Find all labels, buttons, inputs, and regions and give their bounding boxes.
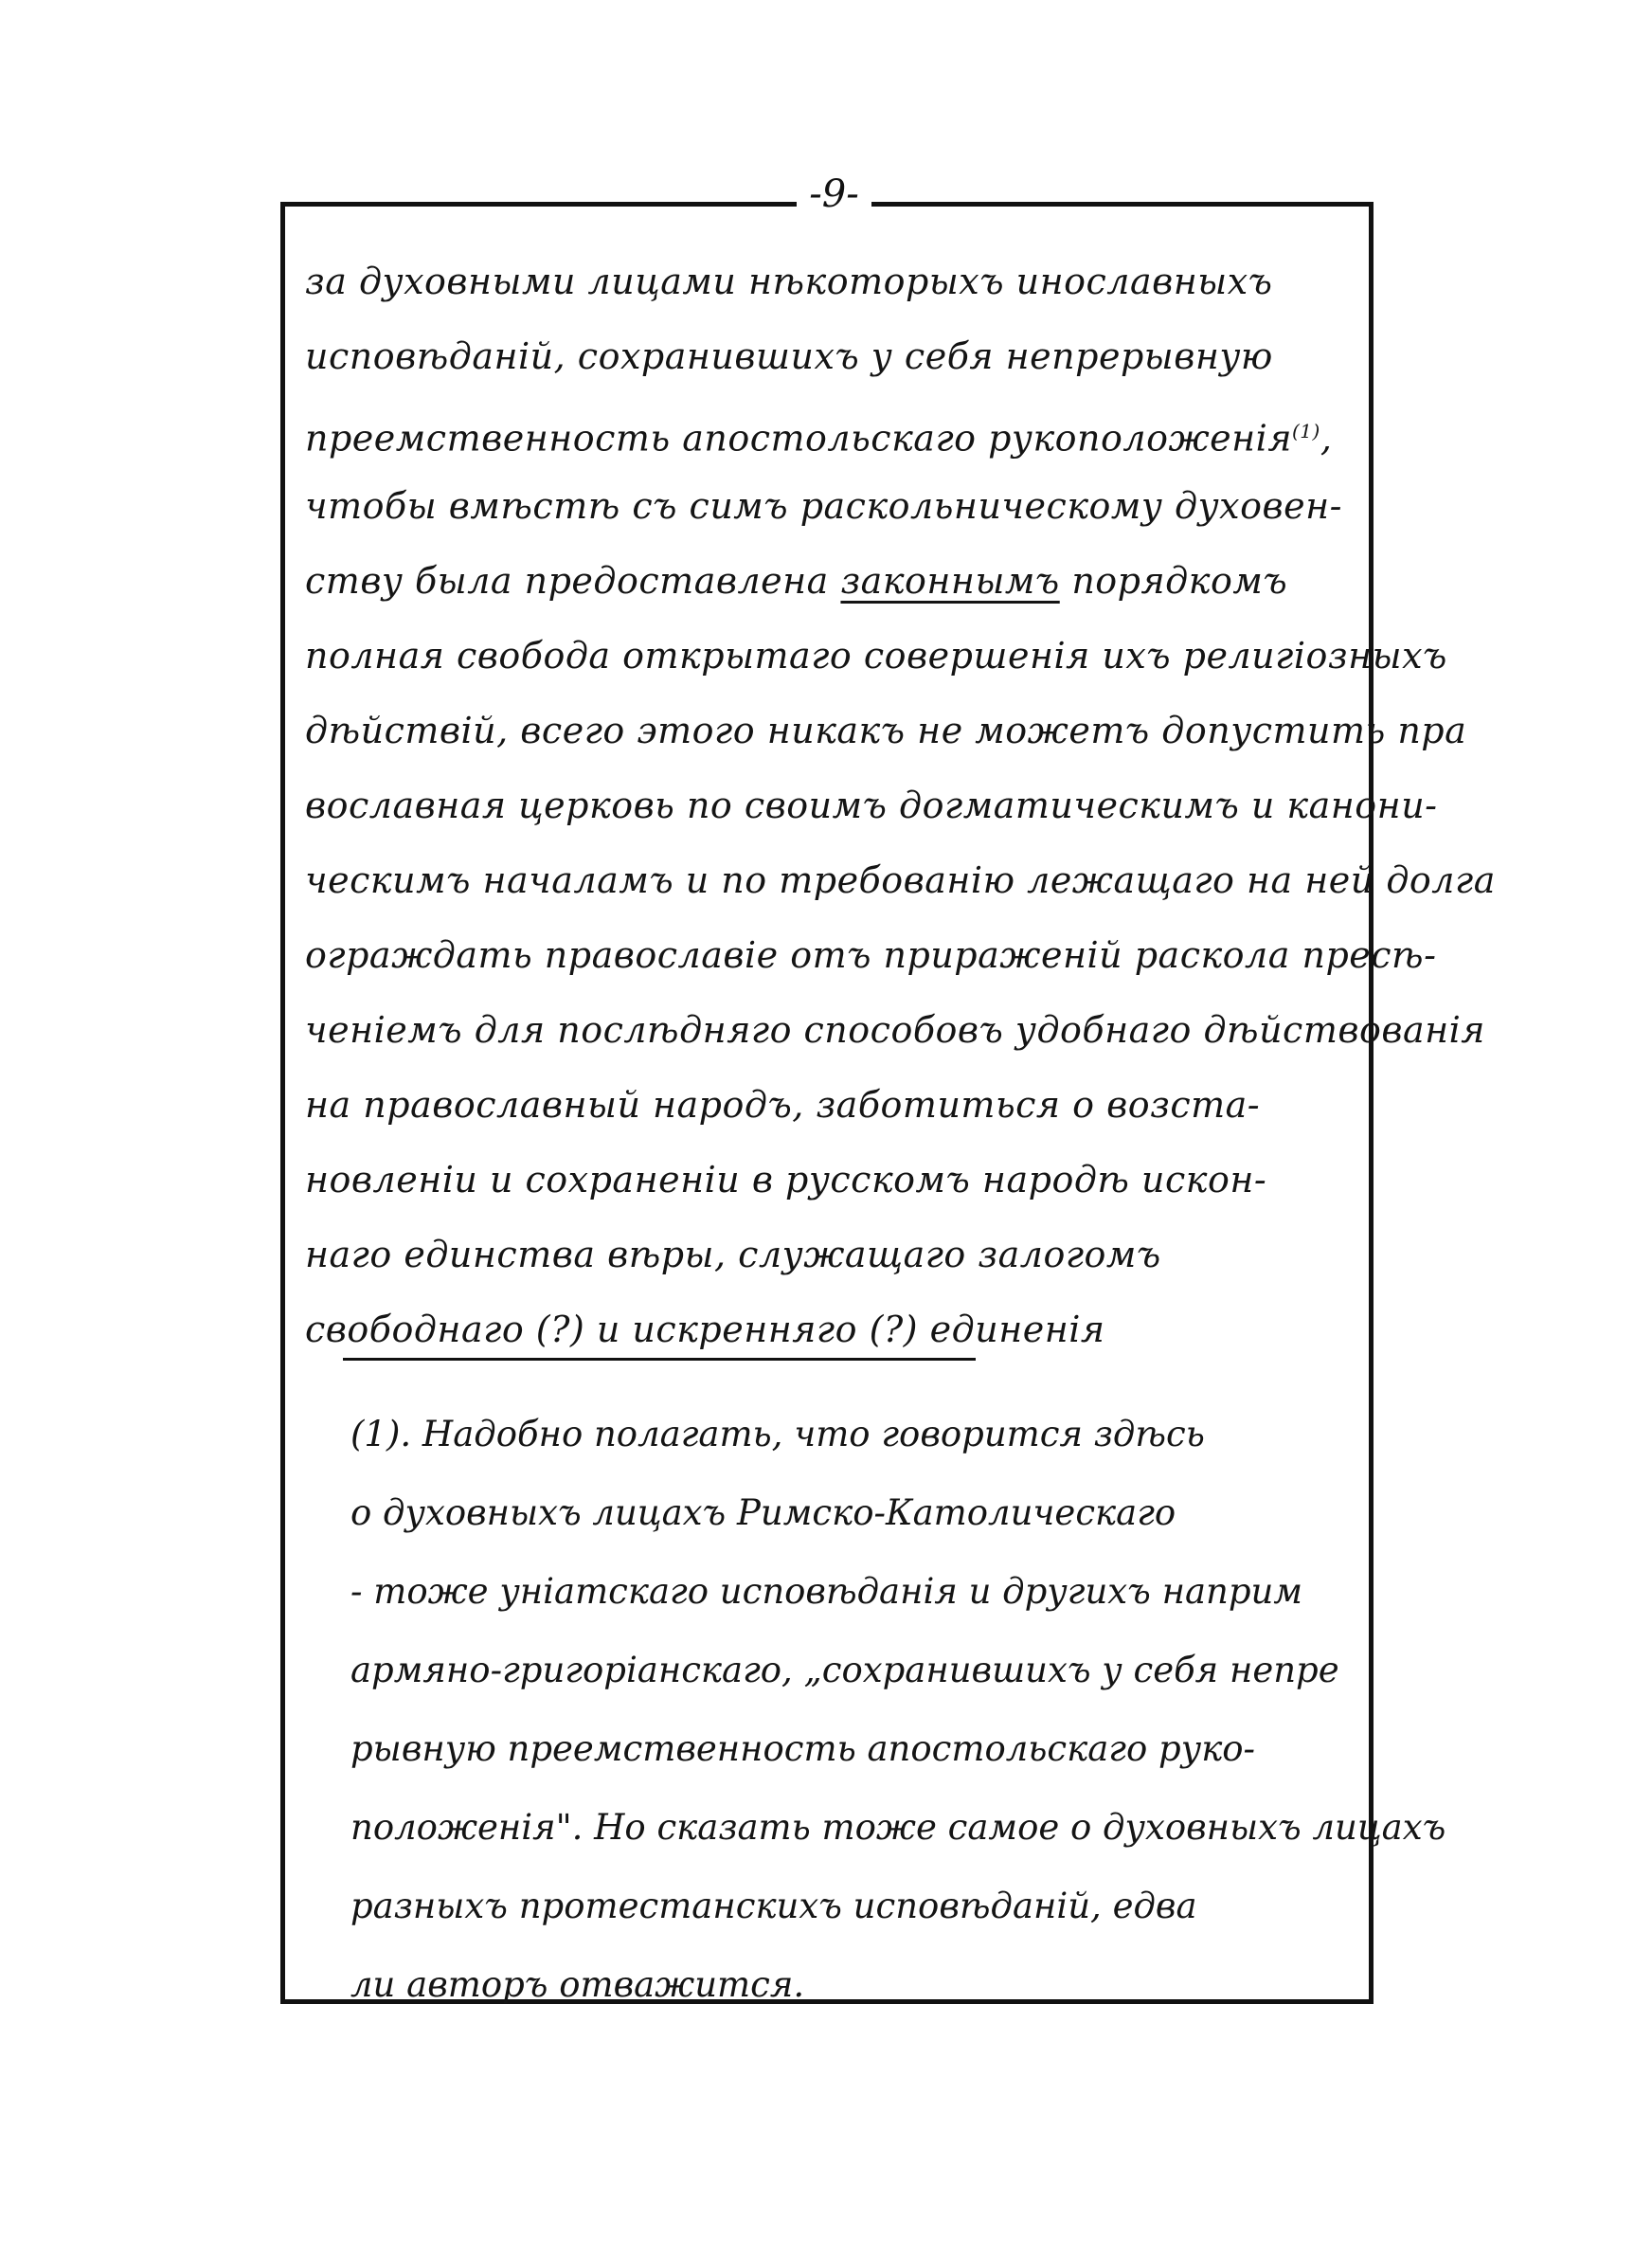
text-line: вославная церковь по своимъ догматическимъ и канони- [305,785,1438,826]
footnote-marker: (1) [1292,420,1320,442]
text-line: новленіи и сохраненіи в русскомъ народѣ искон- [305,1159,1267,1201]
footnote-line: - тоже уніатскаго исповѣданія и другихъ наприм [350,1571,1303,1612]
text-line: свободнаго (?) и искренняго (?) единенія [305,1309,1105,1350]
underlined-word: законнымъ [840,560,1060,602]
text-line: ческимъ началамъ и по требованію лежащаго на ней долга [305,859,1496,901]
text-line: ченіемъ для послѣдняго способовъ удобнаго дѣйствованія [305,1009,1485,1051]
footnote-line: армяно-григоріанскаго, „сохранившихъ у себя непре [350,1650,1339,1690]
footnote-line: рывную преемственность апостольскаго руко- [350,1728,1256,1769]
text-line: на православный народъ, заботиться о возста- [305,1084,1261,1126]
text-line [305,544,1356,619]
footnote-line: о духовныхъ лицахъ Римско-Католическаго [350,1492,1176,1533]
footnote-line: (1). Надобно полагать, что говорится здѣсь [350,1414,1205,1454]
footnote-line: положенія". Но сказать тоже самое о духовныхъ лицахъ [350,1807,1446,1848]
footnote-line: ли авторъ отважится. [350,1964,805,2005]
top-border-left [280,202,797,207]
text-line: дѣйствій, всего этого никакъ не можетъ допустить пра [305,710,1467,751]
text-line-tail: порядкомъ [1071,560,1288,602]
text-line: чтобы вмѣстѣ съ симъ раскольническому духовен- [305,485,1342,527]
page-number: -9- [809,172,859,216]
footnote-line: разныхъ протестанскихъ исповѣданій, едва [350,1886,1197,1926]
text-line: за духовными лицами нѣкоторыхъ инославныхъ [305,261,1273,302]
text-line: полная свобода открытаго совершенія ихъ религіозныхъ [305,635,1447,677]
footnote-divider [343,1358,976,1361]
text-line-content: ству была предоставлена [305,560,829,602]
text-line: наго единства вѣры, служащаго залогомъ [305,1234,1161,1275]
text-line: исповѣданій, сохранившихъ у себя непрерывную [305,335,1273,377]
text-line-content: преемственность апостольскаго рукоположенія [305,417,1292,460]
main-text [305,244,1496,1367]
text-line: ограждать православіе отъ прираженій раскола пресѣ- [305,934,1437,976]
footnote [350,1395,1446,2024]
top-border-right [871,202,1374,207]
text-line: преемственность апостольскаго рукоположенія$^{(1)}$, [305,417,1333,460]
